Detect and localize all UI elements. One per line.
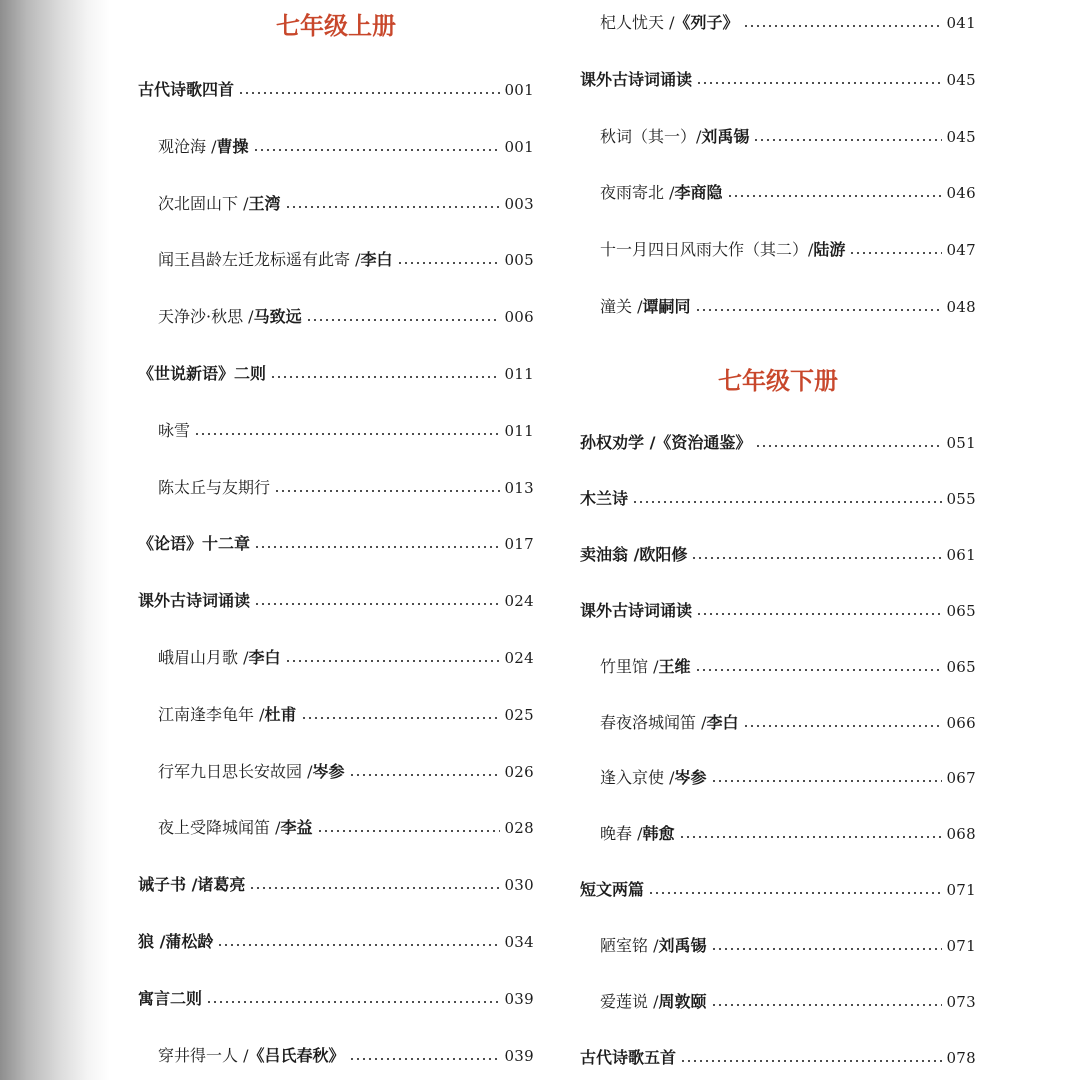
entry-page-number: 017 <box>504 535 534 554</box>
entry-page-number: 067 <box>946 769 976 788</box>
toc-entry[interactable] <box>580 236 976 264</box>
entry-page-number: 051 <box>946 434 976 452</box>
entry-author: 李商隐 <box>674 183 723 203</box>
toc-entry[interactable] <box>138 928 534 956</box>
entry-title: 孙权劝学 / <box>580 433 656 452</box>
entry-author: 王湾 <box>248 193 281 213</box>
entry-page-number: 065 <box>946 657 976 676</box>
toc-entry[interactable] <box>580 932 976 960</box>
entry-title: 陈太丘与友期行 <box>158 477 271 497</box>
entry-title: 十一月四日风雨大作（其二）/ <box>600 240 814 260</box>
toc-entry[interactable] <box>580 988 976 1016</box>
entry-title: 课外古诗词诵读 <box>138 591 251 611</box>
entry-title: 古代诗歌五首 <box>580 1047 677 1067</box>
dot-leader <box>679 836 943 838</box>
dot-leader <box>397 262 501 264</box>
entry-page-number: 034 <box>504 933 534 951</box>
entry-title: 夜雨寄北 / <box>600 183 675 203</box>
dot-leader <box>301 717 501 719</box>
entry-author: 马致远 <box>253 307 302 327</box>
entry-author: 李白 <box>360 250 393 270</box>
dot-leader <box>648 892 942 894</box>
dot-leader <box>249 887 500 889</box>
section-heading-grade7-vol1: 七年级上册 <box>276 12 396 40</box>
toc-entry[interactable] <box>580 541 976 569</box>
toc-entry[interactable] <box>138 814 534 842</box>
entry-page-number: 028 <box>504 819 534 838</box>
entry-page-number: 045 <box>946 127 976 146</box>
toc-entry[interactable] <box>580 1044 976 1072</box>
dot-leader <box>755 445 942 447</box>
dot-leader <box>253 149 501 151</box>
entry-page-number: 065 <box>946 601 976 620</box>
toc-entry[interactable] <box>580 876 976 904</box>
entry-title: 穿井得一人 / <box>158 1045 249 1065</box>
dot-leader <box>849 252 942 254</box>
entry-title: 课外古诗词诵读 <box>580 69 693 89</box>
toc-entry[interactable] <box>138 530 534 558</box>
entry-author: 李白 <box>706 712 739 732</box>
entry-page-number: 039 <box>504 1046 534 1065</box>
entry-title: 闻王昌龄左迁龙标遥有此寄 / <box>158 250 361 270</box>
entry-page-number: 047 <box>946 241 976 260</box>
entry-title: 咏雪 <box>158 420 191 440</box>
toc-entry[interactable] <box>580 123 976 151</box>
dot-leader <box>680 1060 942 1062</box>
dot-leader <box>217 944 500 946</box>
entry-title: 秋词（其一）/ <box>600 126 702 146</box>
dot-leader <box>306 319 501 321</box>
entry-title: 夜上受降城闻笛 / <box>158 818 281 838</box>
entry-author: 韩愈 <box>642 824 675 844</box>
entry-author: 刘禹锡 <box>701 126 750 146</box>
dot-leader <box>696 82 942 84</box>
entry-page-number: 026 <box>504 762 534 781</box>
toc-entry[interactable] <box>138 303 534 331</box>
entry-page-number: 078 <box>946 1048 976 1067</box>
entry-author: 《资治通鉴》 <box>655 433 752 452</box>
toc-entry[interactable] <box>580 709 976 737</box>
toc-entry[interactable] <box>138 76 534 104</box>
entry-author: 岑参 <box>674 768 707 788</box>
entry-page-number: 046 <box>946 184 976 203</box>
entry-title: 《论语》十二章 <box>138 534 251 554</box>
entry-page-number: 003 <box>504 194 534 213</box>
entry-title: 观沧海 / <box>158 136 217 156</box>
dot-leader <box>206 1001 500 1003</box>
entry-title: 行军九日思长安故园 / <box>158 761 313 781</box>
entry-page-number: 030 <box>504 876 534 895</box>
dot-leader <box>743 725 943 727</box>
entry-page-number: 013 <box>504 478 534 497</box>
entry-author: 周敦颐 <box>658 992 707 1011</box>
dot-leader <box>711 1004 943 1006</box>
dot-leader <box>254 603 500 605</box>
entry-page-number: 039 <box>504 989 534 1008</box>
entry-title: 江南逢李龟年 / <box>158 704 265 724</box>
entry-title: 杞人忧天 / <box>600 13 675 32</box>
entry-page-number: 006 <box>504 308 534 327</box>
dot-leader <box>270 376 500 378</box>
entry-page-number: 071 <box>946 881 976 900</box>
entry-author: 曹操 <box>216 136 249 156</box>
entry-title: 课外古诗词诵读 <box>580 600 693 620</box>
toc-entry[interactable] <box>580 764 976 792</box>
entry-author: 杜甫 <box>264 704 297 724</box>
entry-author: 《列子》 <box>674 13 739 32</box>
entry-page-number: 055 <box>946 489 976 508</box>
toc-entry[interactable] <box>138 644 534 672</box>
entry-title: 次北固山下 / <box>158 193 249 213</box>
entry-title: 狼 / <box>138 932 166 951</box>
entry-page-number: 066 <box>946 713 976 732</box>
toc-entry[interactable] <box>580 66 976 94</box>
entry-page-number: 001 <box>504 81 534 99</box>
entry-page-number: 045 <box>946 70 976 89</box>
entry-page-number: 024 <box>504 649 534 667</box>
dot-leader <box>727 195 943 197</box>
entry-author: 诸葛亮 <box>197 875 246 895</box>
dot-leader <box>691 557 942 559</box>
entry-author: 李益 <box>280 818 313 838</box>
toc-entry[interactable] <box>138 871 534 899</box>
entry-title: 木兰诗 <box>580 488 629 508</box>
toc-entry[interactable] <box>580 820 976 848</box>
entry-title: 天净沙·秋思 / <box>158 307 254 327</box>
entry-page-number: 005 <box>504 251 534 270</box>
entry-page-number: 061 <box>946 545 976 564</box>
dot-leader <box>753 139 942 141</box>
dot-leader <box>695 669 943 671</box>
entry-author: 刘禹锡 <box>658 936 707 956</box>
entry-title: 春夜洛城闻笛 / <box>600 712 707 732</box>
entry-author: 谭嗣同 <box>642 297 691 316</box>
entry-title: 晚春 / <box>600 824 643 844</box>
entry-author: 蒲松龄 <box>165 932 214 951</box>
toc-entry[interactable] <box>138 758 534 786</box>
toc-entry[interactable] <box>138 417 534 445</box>
dot-leader <box>349 774 501 776</box>
toc-entry[interactable] <box>580 597 976 625</box>
dot-leader <box>285 660 501 662</box>
entry-page-number: 041 <box>946 14 976 32</box>
dot-leader <box>695 309 943 311</box>
dot-leader <box>254 546 500 548</box>
entry-author: 李白 <box>248 648 281 667</box>
dot-leader <box>711 948 943 950</box>
toc-entry[interactable] <box>580 293 976 321</box>
section-heading-grade7-vol2: 七年级下册 <box>718 367 838 395</box>
entry-page-number: 071 <box>946 937 976 956</box>
dot-leader <box>696 613 942 615</box>
toc-entry[interactable] <box>138 1042 534 1070</box>
entry-title: 峨眉山月歌 / <box>158 648 249 667</box>
dot-leader <box>238 92 500 94</box>
page-edge-shadow <box>0 0 110 1080</box>
entry-page-number: 024 <box>504 592 534 611</box>
toc-entry[interactable] <box>138 360 534 388</box>
entry-page-number: 068 <box>946 825 976 844</box>
toc-entry[interactable] <box>138 985 534 1013</box>
entry-author: 王维 <box>658 656 691 676</box>
entry-title: 卖油翁 / <box>580 544 640 564</box>
dot-leader <box>317 830 501 832</box>
toc-entry[interactable] <box>138 133 534 161</box>
toc-entry[interactable] <box>580 9 976 37</box>
entry-title: 寓言二则 <box>138 988 203 1008</box>
toc-entry[interactable] <box>580 485 976 513</box>
entry-title: 古代诗歌四首 <box>138 80 235 99</box>
dot-leader <box>194 433 500 435</box>
dot-leader <box>349 1058 501 1060</box>
dot-leader <box>632 501 942 503</box>
entry-author: 《吕氏春秋》 <box>248 1045 345 1065</box>
toc-entry[interactable] <box>138 701 534 729</box>
entry-page-number: 011 <box>504 365 534 383</box>
dot-leader <box>285 206 501 208</box>
entry-author: 岑参 <box>312 761 345 781</box>
dot-leader <box>711 780 943 782</box>
toc-entry[interactable] <box>580 653 976 681</box>
toc-entry[interactable] <box>580 429 976 457</box>
entry-title: 陋室铭 / <box>600 936 659 956</box>
toc-entry[interactable] <box>138 246 534 274</box>
entry-title: 《世说新语》二则 <box>138 364 267 383</box>
toc-entry[interactable] <box>138 474 534 502</box>
entry-title: 短文两篇 <box>580 880 645 900</box>
entry-title: 爱莲说 / <box>600 992 659 1011</box>
entry-title: 竹里馆 / <box>600 656 659 676</box>
entry-title: 逢入京使 / <box>600 768 675 788</box>
dot-leader <box>743 25 943 27</box>
toc-entry[interactable] <box>580 179 976 207</box>
entry-page-number: 073 <box>946 993 976 1011</box>
dot-leader <box>274 490 500 492</box>
entry-title: 潼关 / <box>600 297 643 316</box>
entry-author: 欧阳修 <box>639 544 688 564</box>
entry-page-number: 011 <box>504 421 534 440</box>
toc-entry[interactable] <box>138 587 534 615</box>
entry-title: 诫子书 / <box>138 875 198 895</box>
toc-entry[interactable] <box>138 190 534 218</box>
entry-author: 陆游 <box>813 240 846 260</box>
entry-page-number: 048 <box>946 298 976 316</box>
entry-page-number: 025 <box>504 705 534 724</box>
entry-page-number: 001 <box>504 137 534 156</box>
